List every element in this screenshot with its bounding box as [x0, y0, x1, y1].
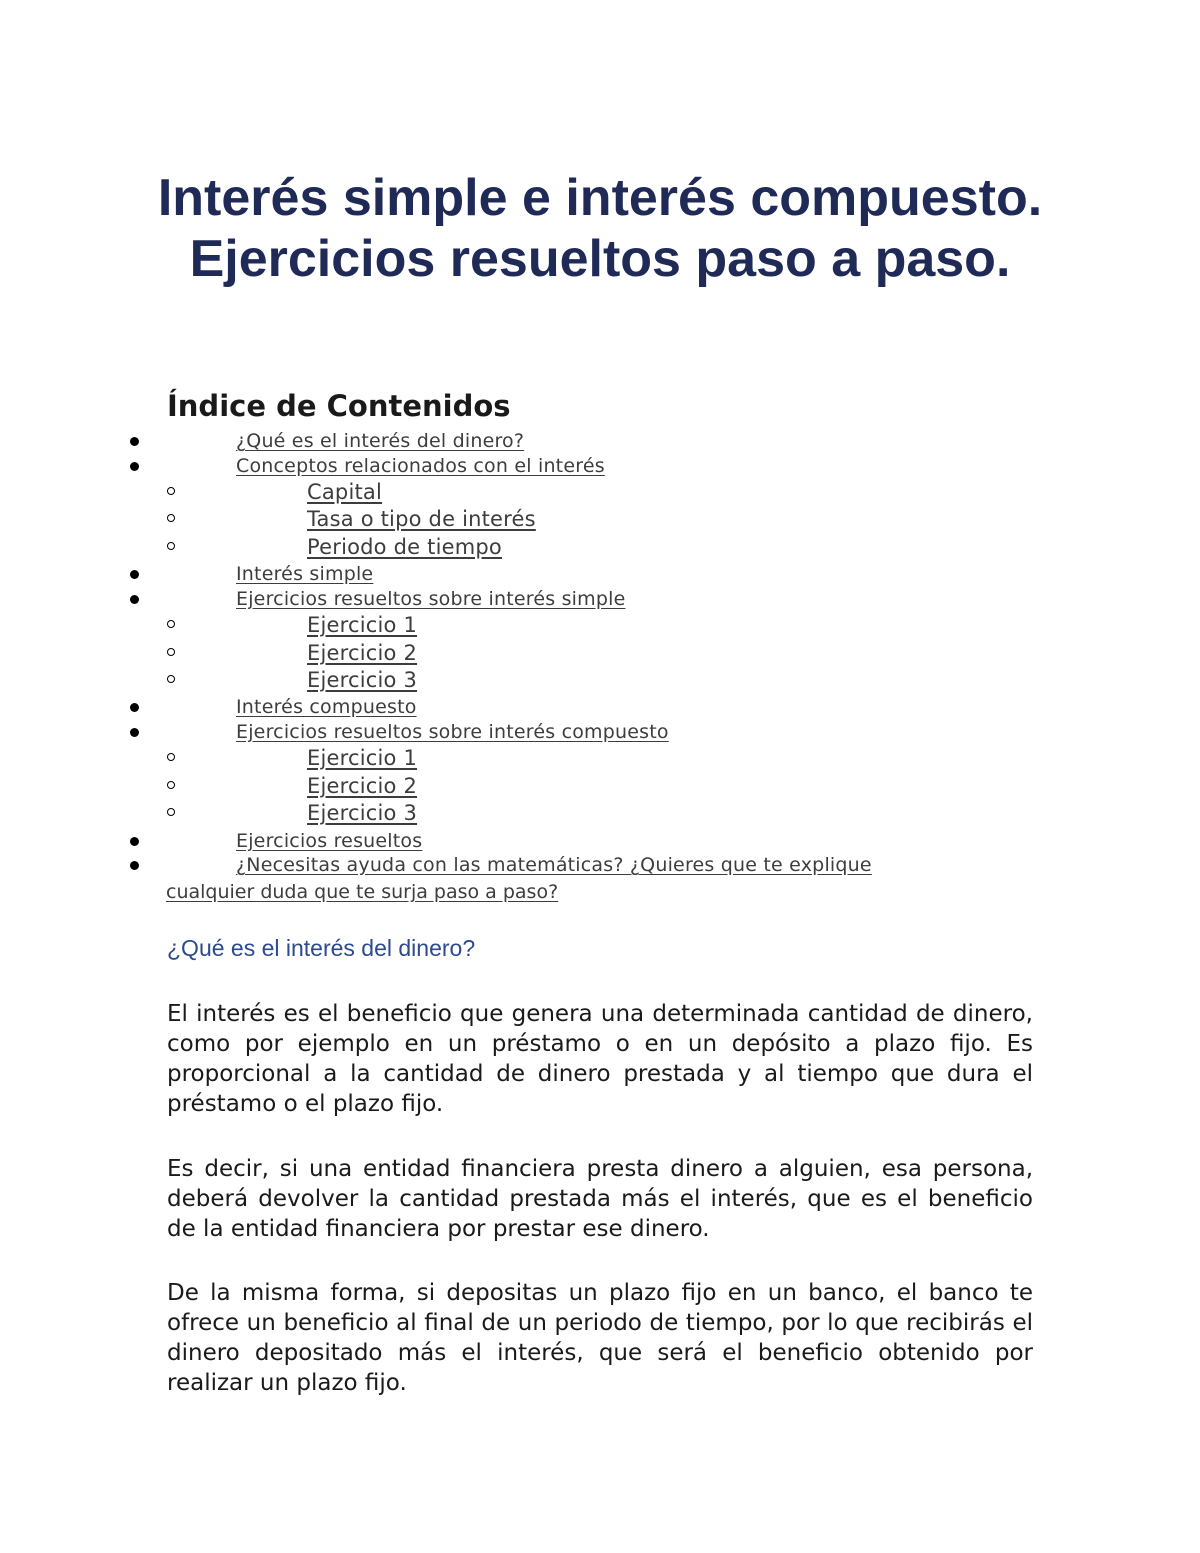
bullet-disc-icon: [130, 437, 139, 446]
toc-heading: Índice de Contenidos: [167, 389, 511, 423]
toc-item: [0, 719, 1200, 745]
bullet-circle-icon: [167, 808, 175, 816]
toc-subitem: [0, 667, 1200, 693]
bullet-disc-icon: [130, 570, 139, 579]
bullet-circle-icon: [167, 781, 175, 789]
toc-subitem: [0, 534, 1200, 560]
toc-item: [0, 586, 1200, 612]
bullet-circle-icon: [167, 648, 175, 656]
toc-link[interactable]: Ejercicio 3: [307, 801, 418, 825]
bullet-circle-icon: [167, 753, 175, 761]
toc-link[interactable]: ¿Necesitas ayuda con las matemáticas? ¿Quieres que te explique: [236, 854, 872, 876]
toc-link[interactable]: Ejercicio 1: [307, 613, 418, 637]
toc-subitem: [0, 773, 1200, 799]
bullet-circle-icon: [167, 487, 175, 495]
toc-item: [0, 694, 1200, 720]
toc-link[interactable]: Capital: [307, 480, 383, 504]
document-title: Interés simple e interés compuesto. Ejercicios resueltos paso a paso.: [157, 169, 1043, 288]
toc-link[interactable]: Ejercicios resueltos sobre interés compuesto: [236, 721, 669, 743]
toc-item: [0, 428, 1200, 454]
toc-link[interactable]: Interés simple: [236, 563, 374, 585]
body-paragraph: De la misma forma, si depositas un plazo fijo en un banco, el banco te ofrece un beneficio al final de un periodo de tiempo, por lo que recibirás el dinero depositado más el interés, que será el beneficio obtenido por realizar un plazo fijo.: [167, 1280, 1033, 1396]
toc-link[interactable]: Periodo de tiempo: [307, 535, 502, 559]
toc-link[interactable]: Ejercicio 2: [307, 641, 418, 665]
toc-link-continuation[interactable]: cualquier duda que te surja paso a paso?: [166, 881, 559, 903]
bullet-disc-icon: [130, 728, 139, 737]
bullet-disc-icon: [130, 595, 139, 604]
toc-item: [0, 453, 1200, 479]
bullet-disc-icon: [130, 861, 139, 870]
toc-subitem: [0, 479, 1200, 505]
section-heading: ¿Qué es el interés del dinero?: [167, 935, 476, 961]
body-paragraph: Es decir, si una entidad financiera presta dinero a alguien, esa persona, deberá devolver la cantidad prestada más el interés, que es el beneficio de la entidad financiera por prestar ese dinero.: [167, 1156, 1033, 1242]
toc-link[interactable]: Ejercicio 1: [307, 746, 418, 770]
toc-item: [0, 828, 1200, 854]
toc-link[interactable]: Ejercicios resueltos sobre interés simple: [236, 588, 626, 610]
bullet-circle-icon: [167, 542, 175, 550]
toc-subitem: [0, 640, 1200, 666]
toc-subitem: [0, 612, 1200, 638]
toc-link[interactable]: Ejercicio 3: [307, 668, 418, 692]
bullet-circle-icon: [167, 675, 175, 683]
bullet-circle-icon: [167, 514, 175, 522]
toc-item: [0, 852, 1200, 878]
toc-link[interactable]: Ejercicio 2: [307, 774, 418, 798]
bullet-disc-icon: [130, 462, 139, 471]
body-paragraph: El interés es el beneficio que genera una determinada cantidad de dinero, como por ejemplo en un préstamo o en un depósito a plazo fijo. Es proporcional a la cantidad de dinero prestada y al tiempo que dura el préstamo o el plazo fijo.: [167, 1001, 1033, 1117]
bullet-circle-icon: [167, 620, 175, 628]
toc-item: [0, 561, 1200, 587]
bullet-disc-icon: [130, 703, 139, 712]
bullet-disc-icon: [130, 837, 139, 846]
toc-link[interactable]: Conceptos relacionados con el interés: [236, 455, 605, 477]
toc-subitem: [0, 800, 1200, 826]
toc-link[interactable]: ¿Qué es el interés del dinero?: [236, 430, 525, 452]
toc-subitem: [0, 506, 1200, 532]
toc-link[interactable]: Interés compuesto: [236, 696, 417, 718]
toc-link[interactable]: Tasa o tipo de interés: [307, 507, 536, 531]
toc-subitem: [0, 745, 1200, 771]
toc-link[interactable]: Ejercicios resueltos: [236, 830, 423, 852]
